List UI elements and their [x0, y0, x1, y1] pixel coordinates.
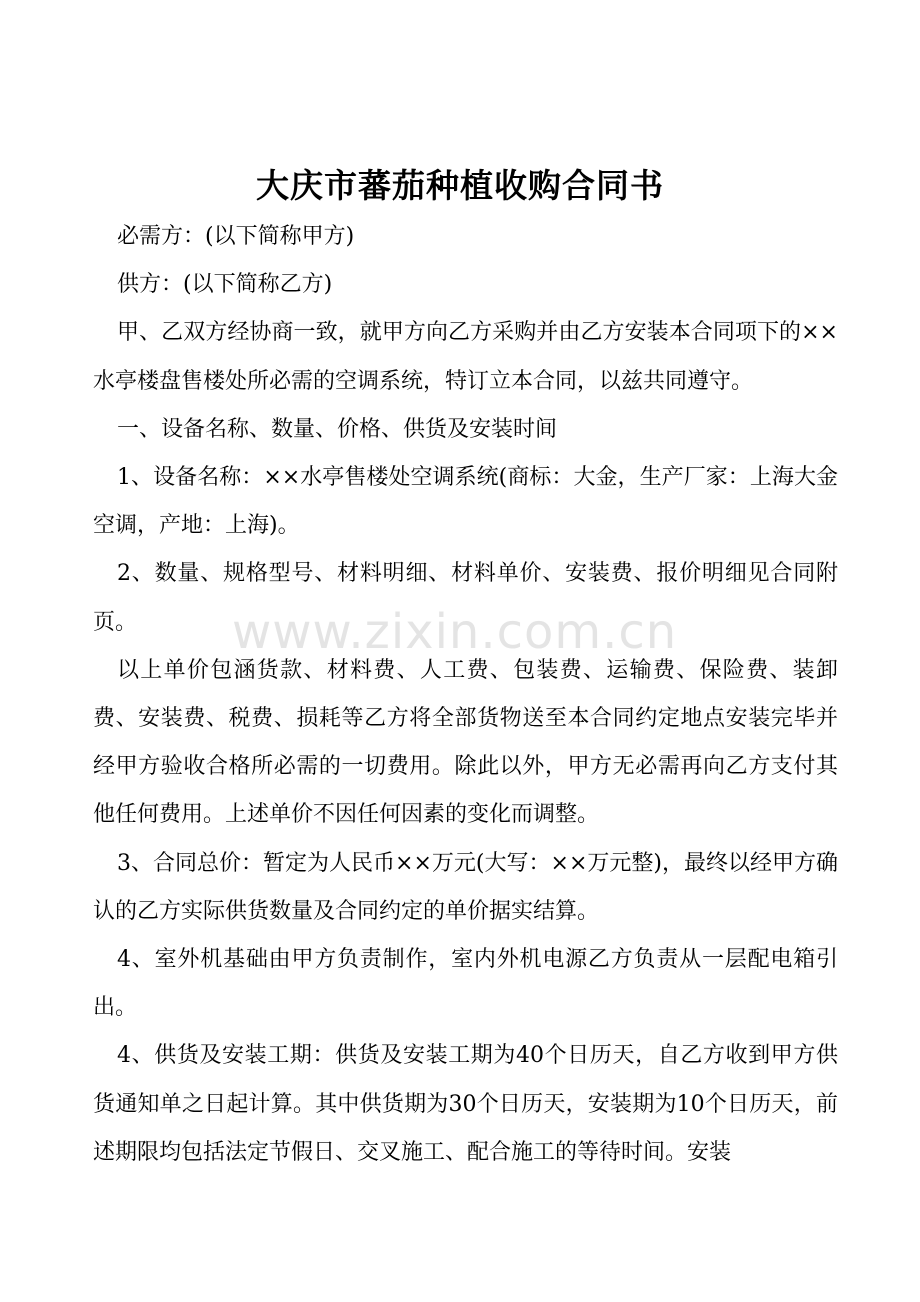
clause-quantity-specs: 2、数量、规格型号、材料明细、材料单价、安装费、报价明细见合同附页。	[93, 561, 838, 635]
clause-total-price: 3、合同总价：暂定为人民币××万元(大写：××万元整)，最终以经甲方确认的乙方实际供货数量及合同约定的单价据实结算。	[93, 850, 838, 924]
party-a-line: 必需方：(以下简称甲方)	[117, 224, 355, 249]
clause-equipment-name: 1、设备名称：××水亭售楼处空调系统(商标：大金，生产厂家：上海大金空调，产地：上海)。	[93, 465, 838, 539]
clause-schedule: 4、供货及安装工期：供货及安装工期为40个日历天，自乙方收到甲方供货通知单之日起计算。其中供货期为30个日历天，安装期为10个日历天，前述期限均包括法定节假日、交叉施工、配合施工的等待时间。安装	[93, 1043, 838, 1165]
watermark: www.zixin.com.cn	[232, 604, 678, 660]
document-body	[93, 213, 838, 1177]
document-title: 大庆市蕃茄种植收购合同书	[256, 166, 664, 205]
section-heading: 一、设备名称、数量、价格、供货及安装时间	[117, 416, 558, 442]
clause-outdoor-base: 4、室外机基础由甲方负责制作，室内外机电源乙方负责从一层配电箱引出。	[93, 947, 838, 1021]
clause-price-inclusion: 以上单价包涵货款、材料费、人工费、包装费、运输费、保险费、装卸费、安装费、税费、损耗等乙方将全部货物送至本合同约定地点安装完毕并经甲方验收合格所必需的一切费用。除此以外，甲方无必需再向乙方支付其他任何费用。上述单价不因任何因素的变化而调整。	[93, 657, 838, 828]
preamble-paragraph: 甲、乙双方经协商一致，就甲方向乙方采购并由乙方安装本合同项下的××水亭楼盘售楼处所必需的空调系统，特订立本合同，以兹共同遵守。	[93, 320, 838, 394]
party-b-line: 供方：(以下简称乙方)	[117, 272, 333, 298]
